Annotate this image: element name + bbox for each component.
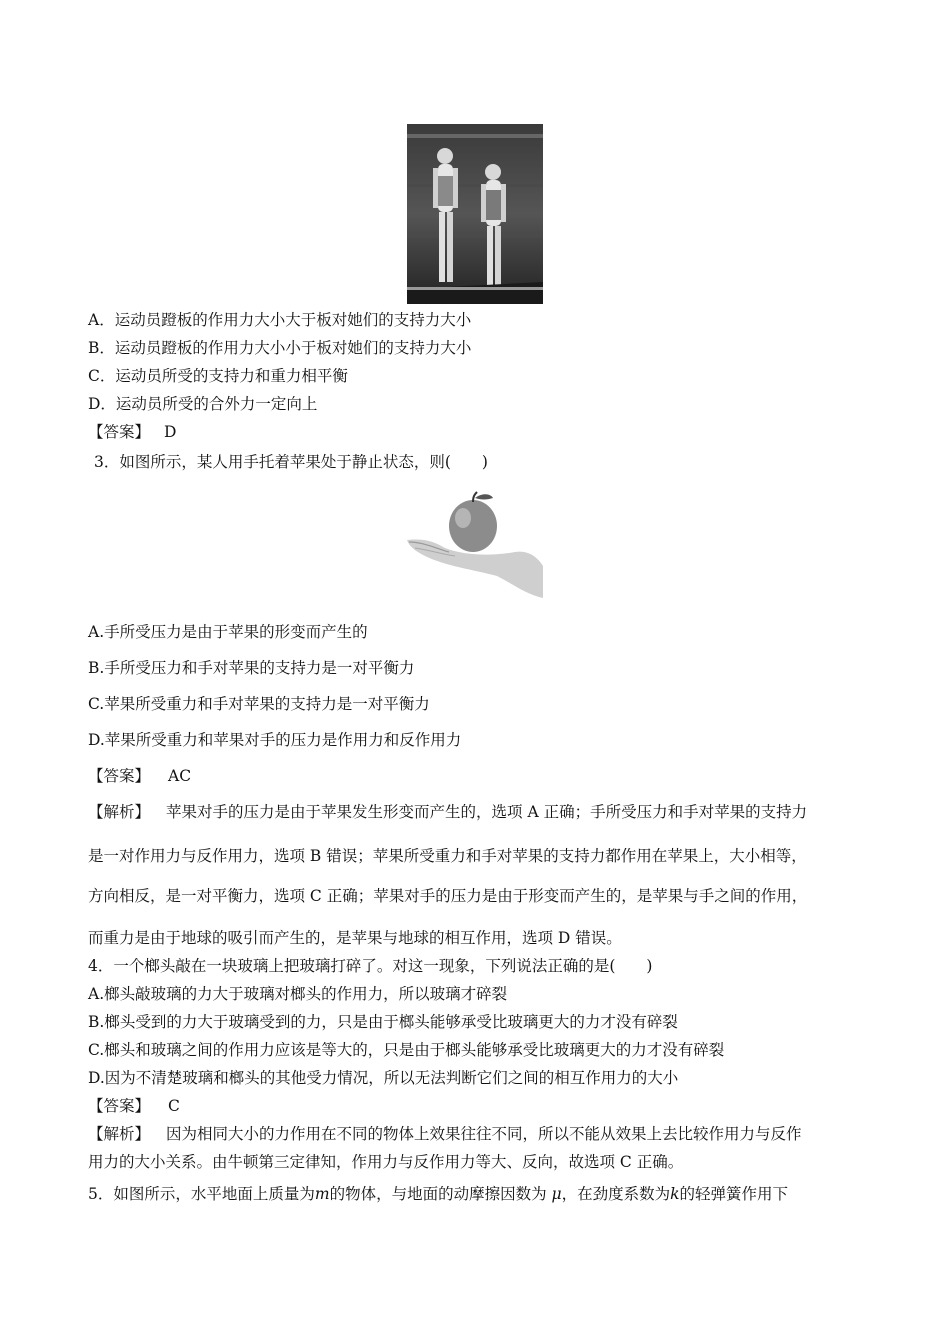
q3-stem: 3．如图所示，某人用手托着苹果处于静止状态，则( ) [94, 453, 488, 471]
q4-analysis-line-1 [88, 1124, 802, 1144]
q2-option-b: B．运动员蹬板的作用力大小小于板对她们的支持力大小 [88, 339, 472, 357]
answer-value: C [168, 1097, 180, 1115]
q4-stem: 4．一个榔头敲在一块玻璃上把玻璃打碎了。对这一现象，下列说法正确的是( ) [88, 957, 653, 975]
q3-analysis-line-1 [88, 802, 807, 822]
answer-value: AC [168, 767, 192, 785]
q5-stem-text-4: 的轻弹簧作用下 [679, 1185, 789, 1203]
q3-analysis-line-4: 而重力是由于地球的吸引而产生的，是苹果与地球的相互作用，选项 D 错误。 [88, 929, 622, 947]
analysis-label: 【解析】 [88, 803, 151, 821]
q4-option-b: B.榔头受到的力大于玻璃受到的力，只是由于榔头能够承受比玻璃更大的力才没有碎裂 [88, 1013, 678, 1031]
analysis-text: 因为相同大小的力作用在不同的物体上效果往往不同，所以不能从效果上去比较作用力与反作 [166, 1125, 802, 1143]
q2-option-d: D．运动员所受的合外力一定向上 [88, 395, 318, 413]
q3-analysis-line-2: 是一对作用力与反作用力，选项 B 错误；苹果所受重力和手对苹果的支持力都作用在苹果上，大小相等， [88, 847, 807, 865]
q3-option-d: D.苹果所受重力和苹果对手的压力是作用力和反作用力 [88, 731, 462, 749]
q4-answer [88, 1096, 180, 1116]
q4-analysis-line-2: 用力的大小关系。由牛顿第三定律知，作用力与反作用力等大、反向，故选项 C 正确。 [88, 1153, 684, 1171]
analysis-label: 【解析】 [88, 1125, 151, 1143]
q3-analysis-line-3: 方向相反，是一对平衡力，选项 C 正确；苹果对手的压力是由于形变而产生的，是苹果与手之间的作用， [88, 887, 808, 905]
answer-label: 【答案】 [88, 767, 151, 785]
answer-label: 【答案】 [88, 423, 151, 441]
q3-option-a: A.手所受压力是由于苹果的形变而产生的 [88, 623, 368, 641]
q5-stem [88, 1184, 788, 1204]
q4-option-c: C.榔头和玻璃之间的作用力应该是等大的，只是由于榔头能够承受比玻璃更大的力才没有碎裂 [88, 1041, 725, 1059]
q4-option-a: A.榔头敲玻璃的力大于玻璃对榔头的作用力，所以玻璃才碎裂 [88, 985, 508, 1003]
answer-label: 【答案】 [88, 1097, 151, 1115]
q3-option-c: C.苹果所受重力和手对苹果的支持力是一对平衡力 [88, 695, 430, 713]
q3-option-b: B.手所受压力和手对苹果的支持力是一对平衡力 [88, 659, 415, 677]
q2-answer [88, 422, 176, 442]
apple-hand-photo [405, 490, 545, 600]
q3-answer [88, 766, 191, 786]
q5-stem-text-3: ，在劲度系数为 [561, 1185, 671, 1203]
q5-var-k: k [670, 1185, 680, 1203]
answer-value: D [164, 423, 177, 441]
q2-option-a: A．运动员蹬板的作用力大小大于板对她们的支持力大小 [88, 311, 472, 329]
q5-var-mu: μ [551, 1185, 562, 1203]
analysis-text: 苹果对手的压力是由于苹果发生形变而产生的，选项 A 正确；手所受压力和手对苹果的支持力 [166, 803, 808, 821]
q2-option-c: C．运动员所受的支持力和重力相平衡 [88, 367, 348, 385]
q5-var-m: m [314, 1185, 330, 1203]
q5-stem-text-2: 的物体，与地面的动摩擦因数为 [329, 1185, 552, 1203]
divers-photo [407, 124, 543, 304]
q4-option-d: D.因为不清楚玻璃和榔头的其他受力情况，所以无法判断它们之间的相互作用力的大小 [88, 1069, 679, 1087]
q5-stem-text-1: 5．如图所示，水平地面上质量为 [88, 1185, 315, 1203]
